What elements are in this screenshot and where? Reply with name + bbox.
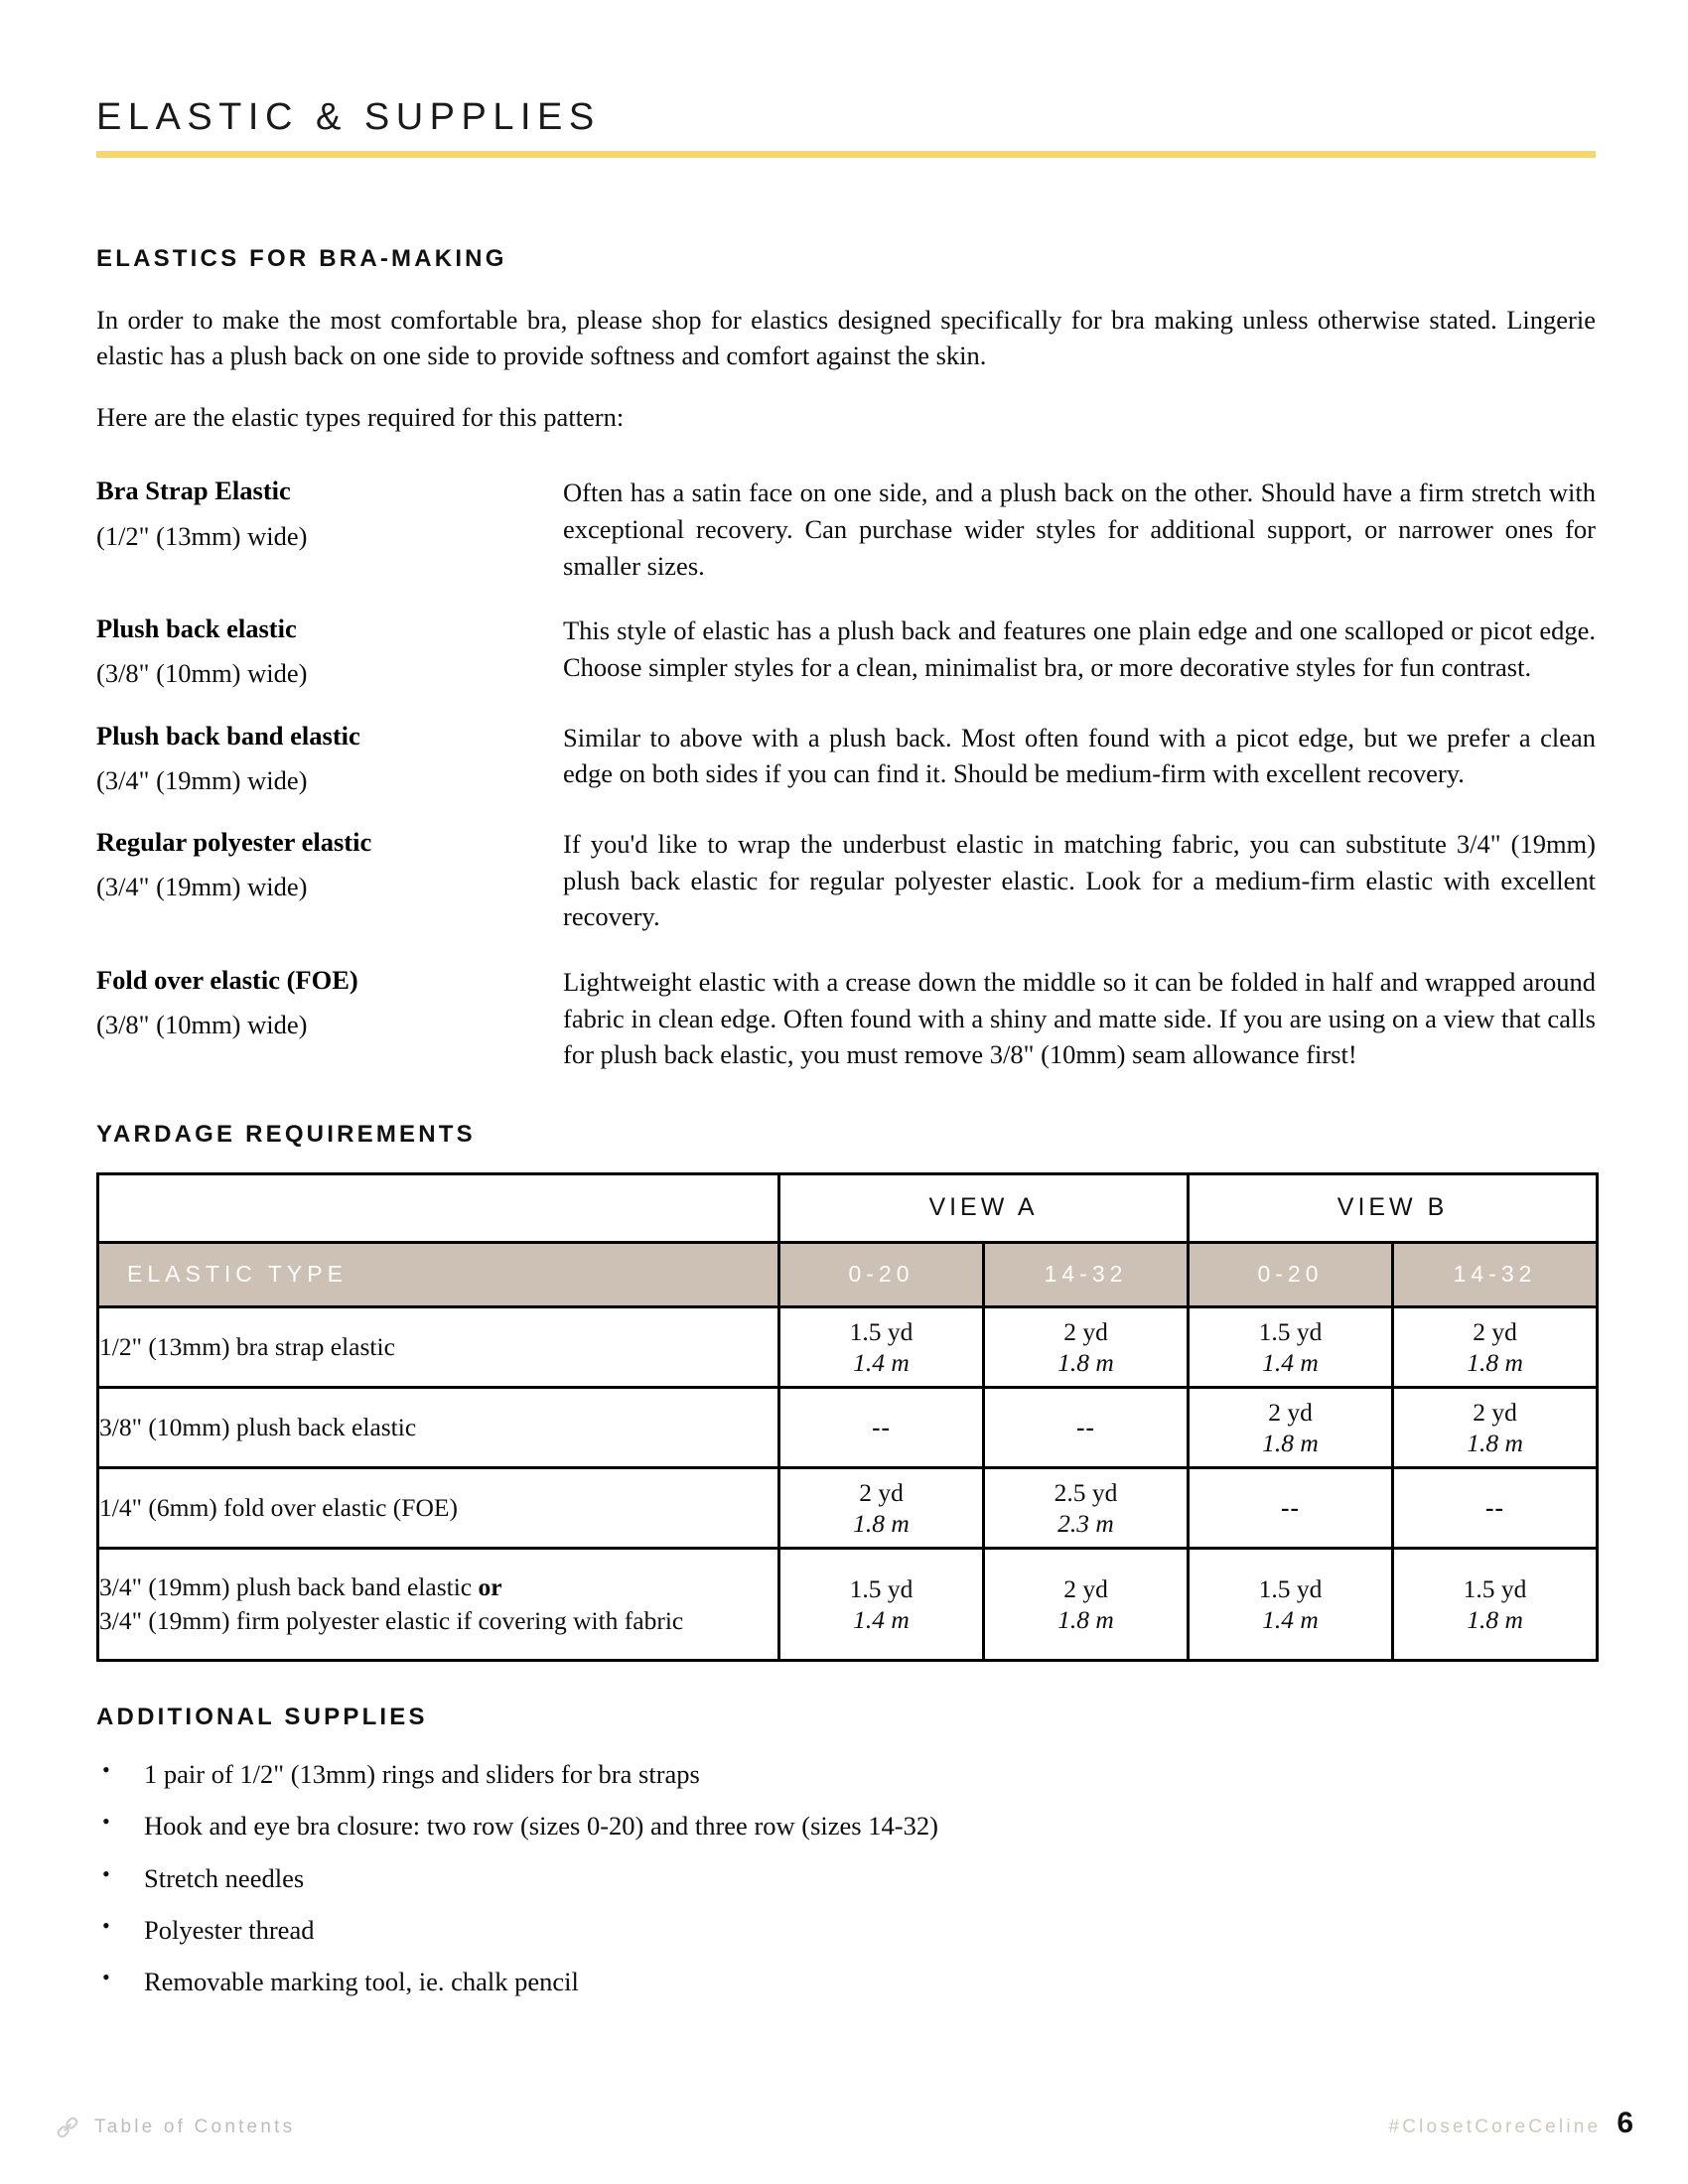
- elastic-type-size: (3/4" (19mm) wide): [96, 872, 308, 902]
- value-none: --: [1485, 1493, 1505, 1523]
- row-value: [779, 1548, 984, 1660]
- elastic-type-row: [96, 613, 1596, 691]
- elastic-type-size: (1/2" (13mm) wide): [96, 520, 308, 551]
- header-view-a: VIEW A: [779, 1173, 1189, 1242]
- elastic-type-name: Plush back band elastic: [96, 720, 360, 751]
- value-meters: 1.8 m: [1467, 1347, 1523, 1377]
- elastic-type-size: (3/8" (10mm) wide): [96, 658, 308, 689]
- row-value: [1189, 1306, 1393, 1387]
- table-row: [98, 1387, 1598, 1467]
- value-yards: 2 yd: [1268, 1397, 1313, 1427]
- header-elastic-type: ELASTIC TYPE: [98, 1242, 779, 1306]
- value-meters: 1.8 m: [853, 1508, 910, 1538]
- header-size-b-14-32: 14-32: [1393, 1242, 1598, 1306]
- intro-paragraph-2: Here are the elastic types required for this pattern:: [96, 401, 625, 432]
- row-type-or: or: [478, 1571, 502, 1601]
- elastic-type-name: Bra Strap Elastic: [96, 476, 291, 506]
- header-view-b: VIEW B: [1189, 1173, 1598, 1242]
- value-meters: 1.8 m: [1057, 1347, 1114, 1377]
- header-size-b-0-20: 0-20: [1189, 1242, 1393, 1306]
- row-elastic-type: 1/2" (13mm) bra strap elastic: [98, 1306, 779, 1387]
- row-value: [984, 1387, 1189, 1467]
- value-meters: 1.8 m: [1262, 1428, 1319, 1457]
- elastic-type-description: Often has a satin face on one side, and a plush back on the other. Should have a firm stretch with exceptional recovery. Can purchase wider styles for additional support, or narrower ones for smaller sizes.: [563, 478, 1596, 581]
- row-value: [1393, 1306, 1598, 1387]
- row-value: [1189, 1467, 1393, 1548]
- row-value: [984, 1548, 1189, 1660]
- elastic-type-row: [96, 964, 1596, 1073]
- row-type-line-1: 3/4" (19mm) plush back band elastic: [99, 1571, 479, 1601]
- row-elastic-type: 3/8" (10mm) plush back elastic: [98, 1387, 779, 1467]
- list-item: • Stretch needles: [96, 1861, 1596, 1895]
- value-none: --: [872, 1413, 891, 1442]
- value-meters: 1.4 m: [1262, 1604, 1319, 1634]
- row-type-line-2: 3/4" (19mm) firm polyester elastic if covering with fabric: [99, 1605, 684, 1635]
- row-value: [779, 1467, 984, 1548]
- additional-supplies-list: [96, 1757, 1596, 1999]
- elastic-type-name: Regular polyester elastic: [96, 827, 372, 858]
- value-meters: 1.4 m: [853, 1604, 910, 1634]
- row-value: [779, 1387, 984, 1467]
- value-yards: 1.5 yd: [1258, 1573, 1323, 1603]
- value-meters: 1.8 m: [1467, 1428, 1523, 1457]
- row-value: [1393, 1387, 1598, 1467]
- list-item: • Hook and eye bra closure: two row (sizes 0-20) and three row (sizes 14-32): [96, 1809, 1596, 1843]
- list-item: • Removable marking tool, ie. chalk pencil: [96, 1965, 1596, 1998]
- value-none: --: [1281, 1493, 1300, 1523]
- row-value: [1189, 1387, 1393, 1467]
- elastic-type-size: (3/4" (19mm) wide): [96, 764, 308, 795]
- row-value: [779, 1306, 984, 1387]
- value-yards: 2 yd: [1473, 1316, 1517, 1346]
- elastic-type-term: [96, 964, 563, 1042]
- value-meters: 1.8 m: [1467, 1604, 1523, 1634]
- list-item: • Polyester thread: [96, 1913, 1596, 1947]
- elastic-type-description: If you'd like to wrap the underbust elastic in matching fabric, you can substitute 3/4" (19mm) plush back elastic for regular polyester elastic. Look for a medium-firm elastic with excellent recovery.: [563, 829, 1596, 932]
- elastic-type-row: [96, 720, 1596, 798]
- elastic-type-name: Fold over elastic (FOE): [96, 964, 358, 995]
- elastic-type-description: Similar to above with a plush back. Most often found with a picot edge, but we prefer a clean edge on both sides if you can find it. Should be medium-firm with excellent recovery.: [563, 722, 1596, 789]
- elastic-type-row: [96, 826, 1596, 935]
- elastic-type-term: [96, 826, 563, 904]
- intro-paragraph-1: In order to make the most comfortable bra, please shop for elastics designed specifically for bra making unless otherwise stated. Lingerie elastic has a plush back on one side to provide softness and comfort against the skin.: [96, 304, 1596, 371]
- elastic-type-term: [96, 613, 563, 691]
- value-yards: 2 yd: [1063, 1316, 1108, 1346]
- value-yards: 1.5 yd: [1258, 1316, 1323, 1346]
- value-yards: 1.5 yd: [1463, 1573, 1527, 1603]
- table-of-contents-link[interactable]: [55, 2115, 295, 2140]
- value-meters: 2.3 m: [1057, 1508, 1114, 1538]
- row-elastic-type: [98, 1548, 779, 1660]
- row-value: [1393, 1467, 1598, 1548]
- table-header-views: [98, 1173, 1598, 1242]
- title-accent-rule: [96, 151, 1596, 158]
- table-row: [98, 1306, 1598, 1387]
- value-yards: 2 yd: [1063, 1573, 1108, 1603]
- value-yards: 2.5 yd: [1054, 1477, 1118, 1507]
- link-chain-icon: [55, 2115, 80, 2140]
- section-heading-yardage: YARDAGE REQUIREMENTS: [96, 1120, 476, 1148]
- elastic-type-size: (3/8" (10mm) wide): [96, 1010, 308, 1040]
- hashtag-label: #ClosetCoreCeline: [1388, 2116, 1602, 2137]
- elastic-type-row: [96, 475, 1596, 584]
- table-row: [98, 1548, 1598, 1660]
- elastic-type-term: [96, 720, 563, 798]
- section-heading-elastics: ELASTICS FOR BRA-MAKING: [96, 244, 507, 272]
- elastic-type-term: [96, 475, 563, 553]
- value-meters: 1.4 m: [1262, 1347, 1319, 1377]
- row-value: [1393, 1548, 1598, 1660]
- list-item: • 1 pair of 1/2" (13mm) rings and sliders for bra straps: [96, 1757, 1596, 1791]
- elastic-type-description: This style of elastic has a plush back and features one plain edge and one scalloped or picot edge. Choose simpler styles for a clean, minimalist bra, or more decorative styles for fun contrast.: [563, 615, 1596, 682]
- elastic-type-description: Lightweight elastic with a crease down the middle so it can be folded in half and wrapped around fabric in clean edge. Often found with a shiny and matte side. If you are using on a view that calls for plush back elastic, you must remove 3/8" (10mm) seam allowance first!: [563, 966, 1596, 1070]
- page-footer: [55, 2095, 1633, 2140]
- row-value: [984, 1467, 1189, 1548]
- value-yards: 1.5 yd: [849, 1316, 914, 1346]
- elastic-type-definitions: [96, 475, 1596, 1072]
- table-row: [98, 1467, 1598, 1548]
- elastic-type-name: Plush back elastic: [96, 614, 297, 644]
- header-size-a-14-32: 14-32: [984, 1242, 1189, 1306]
- page-title: ELASTIC & SUPPLIES: [96, 96, 601, 138]
- row-value: [1189, 1548, 1393, 1660]
- page-number: 6: [1617, 2107, 1633, 2139]
- row-value: [984, 1306, 1189, 1387]
- table-header-sizes: [98, 1242, 1598, 1306]
- value-yards: 2 yd: [1473, 1397, 1517, 1427]
- section-heading-supplies: ADDITIONAL SUPPLIES: [96, 1703, 428, 1730]
- value-meters: 1.8 m: [1057, 1604, 1114, 1634]
- page-content: [96, 0, 1596, 2017]
- value-none: --: [1076, 1413, 1095, 1442]
- value-meters: 1.4 m: [853, 1347, 910, 1377]
- row-elastic-type: 1/4" (6mm) fold over elastic (FOE): [98, 1467, 779, 1548]
- value-yards: 2 yd: [859, 1477, 904, 1507]
- yardage-requirements-table: [96, 1172, 1599, 1662]
- footer-right-group: [1388, 2107, 1633, 2140]
- header-size-a-0-20: 0-20: [779, 1242, 984, 1306]
- header-blank-cell: [98, 1173, 779, 1242]
- value-yards: 1.5 yd: [849, 1573, 914, 1603]
- table-of-contents-label: Table of Contents: [94, 2116, 296, 2137]
